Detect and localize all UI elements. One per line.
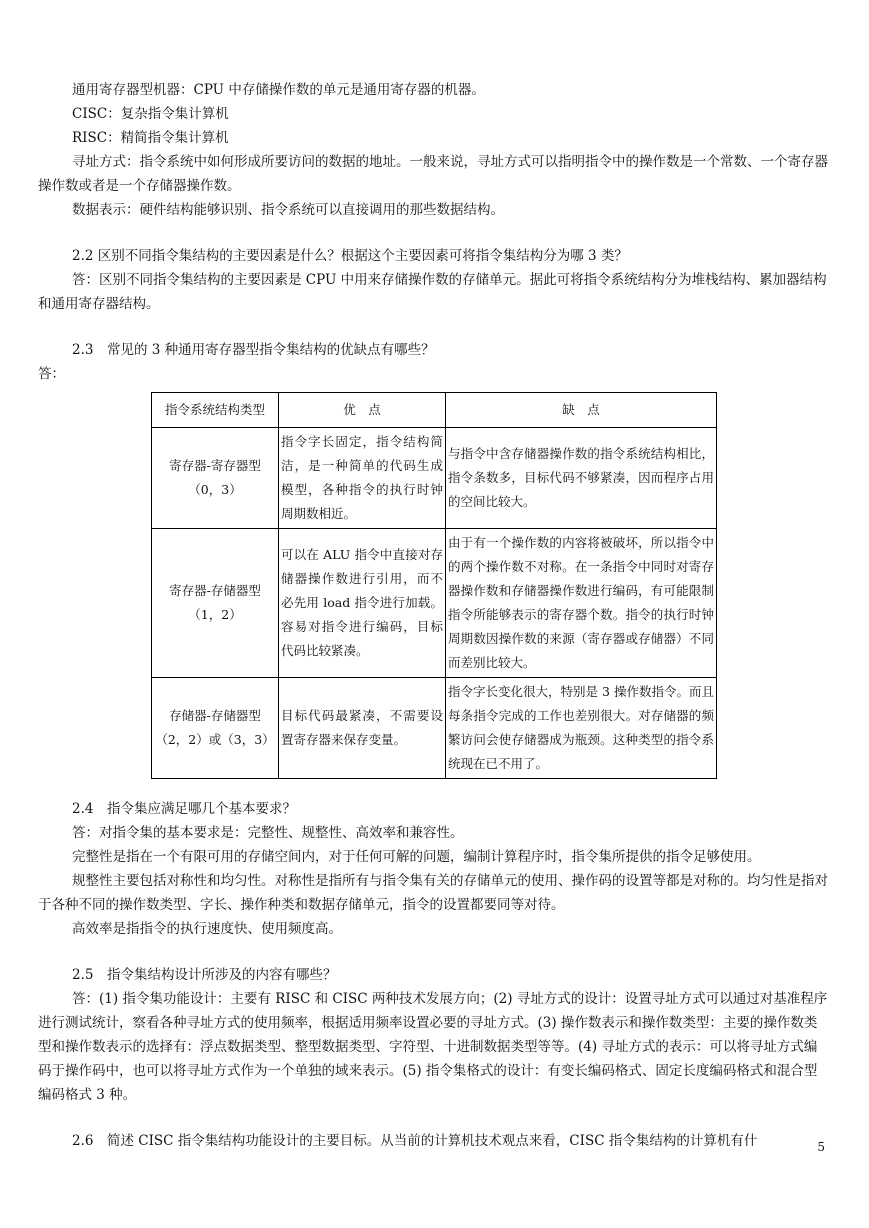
- def-risc: RISC：精简指令集计算机: [72, 130, 229, 146]
- row-type: 存储器-存储器型: [169, 708, 261, 723]
- row-cons: 指令字长变化很大，特别是 3 操作数指令。而且每条指令完成的工作也差别很大。对存储器的频繁访问会使存储器成为瓶颈。这种类型的指令系统现在已不用了。: [446, 678, 717, 779]
- table-header-row: [152, 393, 717, 428]
- row-pros: 可以在 ALU 指令中直接对存储器操作数进行引用，而不必先用 load 指令进行加载。容易对指令进行编码，目标代码比较紧凑。: [279, 529, 446, 678]
- answer-2-5: 答：(1) 指令集功能设计：主要有 RISC 和 CISC 两种技术发展方向；(2) 寻址方式的设计：设置寻址方式可以通过对基准程序进行测试统计，察看各种寻址方式的使用频率，根据适用频率设置必要的寻址方式。(3) 操作数表示和操作数类型：主要的操作数类型和操作数表示的选择有：浮点数据类型、整型数据类型、字符型、十进制数据类型等等。(4) 寻址方式的表示：可以将寻址方式编码于操作码中，也可以将寻址方式作为一个单独的域来表示。(5) 指令集格式的设计：有变长编码格式、固定长度编码格式和混合型编码格式 3 种。: [38, 991, 828, 1103]
- answer-2-4-regularity: 规整性主要包括对称性和均匀性。对称性是指所有与指令集有关的存储单元的使用、操作码的设置等都是对称的。均匀性是指对于各种不同的操作数类型、字长、操作种类和数据存储单元，指令的设置都要同等对待。: [38, 873, 828, 913]
- row-operands: （0，3）: [188, 482, 242, 497]
- def-gpr: 通用寄存器型机器：CPU 中存储操作数的单元是通用寄存器的机器。: [72, 82, 485, 98]
- row-type-cell: [152, 428, 279, 529]
- header-pros: 优 点: [279, 393, 446, 428]
- table-row: [152, 678, 717, 779]
- row-cons: 与指令中含存储器操作数的指令系统结构相比，指令条数多，目标代码不够紧凑，因而程序占用的空间比较大。: [446, 428, 717, 529]
- table-row: [152, 428, 717, 529]
- row-type-cell: [152, 529, 279, 678]
- header-type: 指令系统结构类型: [152, 393, 279, 428]
- answer-2-4-efficiency: 高效率是指指令的执行速度快、使用频度高。: [72, 921, 342, 937]
- answer-2-4-completeness: 完整性是指在一个有限可用的存储空间内，对于任何可解的问题，编制计算程序时，指令集所提供的指令足够使用。: [72, 849, 761, 865]
- header-cons: 缺 点: [446, 393, 717, 428]
- row-pros: 目标代码最紧凑，不需要设置寄存器来保存变量。: [279, 678, 446, 779]
- def-addressing: 寻址方式：指令系统中如何形成所要访问的数据的地址。一般来说，寻址方式可以指明指令中的操作数是一个常数、一个寄存器操作数或者是一个存储器操作数。: [38, 154, 828, 194]
- question-2-5: 2.5 指令集结构设计所涉及的内容有哪些？: [72, 967, 337, 983]
- def-data-representation: 数据表示：硬件结构能够识别、指令系统可以直接调用的那些数据结构。: [72, 202, 504, 218]
- answer-2-3-label: 答：: [38, 366, 65, 382]
- row-type-cell: [152, 678, 279, 779]
- row-cons: 由于有一个操作数的内容将被破坏，所以指令中的两个操作数不对称。在一条指令中同时对寄存器操作数和存储器操作数进行编码，有可能限制指令所能够表示的寄存器个数。指令的执行时钟周期数因操作数的来源（寄存器或存储器）不同而差别比较大。: [446, 529, 717, 678]
- page-number: 5: [817, 1140, 825, 1154]
- def-cisc: CISC：复杂指令集计算机: [72, 106, 229, 122]
- row-type: 寄存器-寄存器型: [169, 458, 261, 473]
- comparison-table: [151, 392, 717, 779]
- answer-2-4: 答：对指令集的基本要求是：完整性、规整性、高效率和兼容性。: [72, 825, 464, 841]
- question-2-2: 2.2 区别不同指令集结构的主要因素是什么？根据这个主要因素可将指令集结构分为哪 3 类？: [72, 248, 628, 264]
- question-2-4: 2.4 指令集应满足哪几个基本要求？: [72, 801, 296, 817]
- question-2-6: 2.6 简述 CISC 指令集结构功能设计的主要目标。从当前的计算机技术观点来看，CISC 指令集结构的计算机有什: [72, 1133, 758, 1149]
- question-2-3: 2.3 常见的 3 种通用寄存器型指令集结构的优缺点有哪些？: [72, 342, 435, 358]
- row-type: 寄存器-存储器型: [169, 583, 261, 598]
- row-operands: （2，2）或（3，3）: [155, 732, 275, 747]
- document-page: [38, 78, 830, 1153]
- answer-2-2: 答：区别不同指令集结构的主要因素是 CPU 中用来存储操作数的存储单元。据此可将指令系统结构分为堆栈结构、累加器结构和通用寄存器结构。: [38, 272, 827, 312]
- row-pros: 指令字长固定，指令结构简洁，是一种简单的代码生成模型，各种指令的执行时钟周期数相近。: [279, 428, 446, 529]
- row-operands: （1，2）: [188, 607, 242, 622]
- table-row: [152, 529, 717, 678]
